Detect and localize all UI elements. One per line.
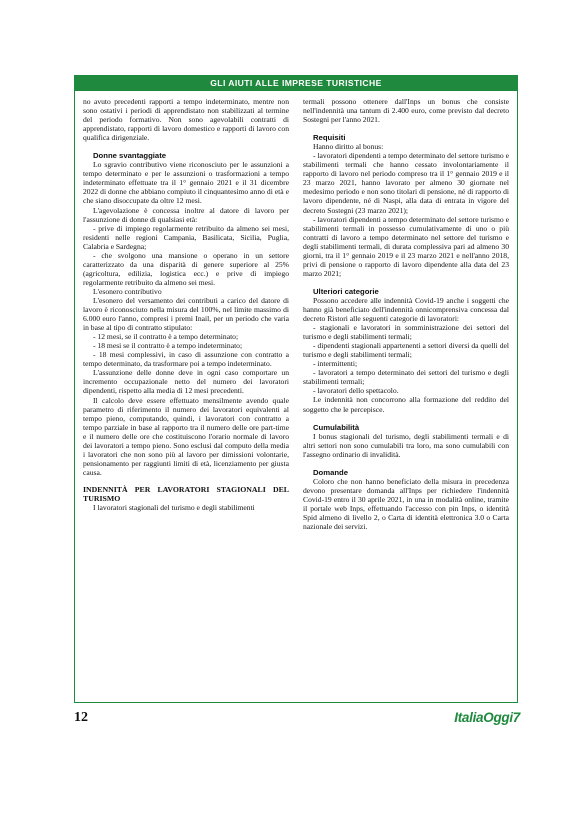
paragraph: termali possono ottenere dall'Inps un bonus che consiste nell'indennità una tantum di 2.400 euro, come previsto dal decreto Sostegni per l'anno 2021.: [303, 97, 509, 125]
left-column: [83, 97, 289, 512]
subheading-donne: Donne svantaggiate: [93, 151, 167, 161]
section-heading-indennita: INDENNITÀ PER LAVORATORI STAGIONALI DEL TURISMO: [83, 484, 289, 503]
list-item: - prive di impiego regolarmente retribuito da almeno sei mesi, residenti nelle regioni Campania, Basilicata, Sicilia, Puglia, Calabria e Sardegna;: [83, 223, 289, 251]
list-item: - lavoratori dipendenti a tempo determinato del settore turismo e stabilimenti termali che hanno cessato involontariamente il rapporto di lavoro nel periodo compreso tra il 1° gennaio 2019 e il 23 marzo 2021, hanno lavorato per almeno 30 giornate nel medesimo periodo e non sono titolari di pensione, né di rapporto di lavoro dipendente, né di Naspi, alla data di entrata in vigore del decreto Sostegni (23 marzo 2021);: [303, 151, 509, 215]
paragraph: Coloro che non hanno beneficiato della misura in precedenza devono presentare domanda all'Inps per richiedere l'indennità Covid-19 entro il 30 aprile 2021, in una in modalità online, tramite il portale web Inps, effettuando l'accesso con pin Inps, o identità Spid almeno di livello 2, o Carta di identità elettronica 3.0 o Carta nazionale dei servizi.: [303, 476, 509, 532]
publication-logo: ItaliaOggi7: [454, 710, 520, 725]
list-item: - stagionali e lavoratori in somministrazione dei settori del turismo e degli stabilimenti termali;: [303, 323, 509, 342]
list-item: - lavoratori a tempo determinato dei settori del turismo e degli stabilimenti termali;: [303, 368, 509, 387]
list-item: - lavoratori dipendenti a tempo determinato del settore turismo e stabilimenti termali in possesso cumulativamente di uno o più contratti di lavoro a tempo determinato nel settore del turismo e degli stabilimenti termali, di durata complessiva pari ad almeno 30 giorni, tra il 1° gennaio 2019 e il 23 marzo 2021 e nell'anno 2018, privi di pensione o rapporto di lavoro dipendente alla data del 23 marzo 2021;: [303, 214, 509, 278]
subheading-requisiti: Requisiti: [313, 133, 346, 143]
paragraph: L'esonero del versamento dei contributi a carico del datore di lavoro è riconosciuto nella misura del 100%, nel limite massimo di 6.000 euro l'anno, compresi i premi Inail, per un periodo che varia in base al tipo di contratto stipulato:: [83, 295, 289, 333]
paragraph: L'assunzione delle donne deve in ogni caso comportare un incremento occupazionale netto del numero dei lavoratori dipendenti, rispetto alla media di 12 mesi precedenti.: [83, 368, 289, 396]
section-header: GLI AIUTI ALLE IMPRESE TURISTICHE: [75, 76, 517, 91]
paragraph: L'esonero contributivo: [93, 286, 162, 296]
page-number: 12: [74, 710, 88, 725]
list-item: - 12 mesi, se il contratto è a tempo determinato;: [93, 332, 239, 342]
paragraph: Le indennità non concorrono alla formazione del reddito del soggetto che le percepisce.: [303, 395, 509, 414]
article-frame: [74, 75, 518, 703]
list-item: - lavoratori dello spettacolo.: [313, 386, 399, 396]
list-item: - 18 mesi se il contratto è a tempo indeterminato;: [93, 341, 243, 351]
list-item: - intermittenti;: [313, 359, 358, 369]
subheading-cumulabilita: Cumulabilità: [313, 422, 360, 432]
paragraph: no avuto precedenti rapporti a tempo indeterminato, mentre non sono ostativi i periodi di apprendistato non stabilizzati al termine del periodo formativo. Non sono agevolabili contratti di apprendistato, rapporti di lavoro domestico e rapporti di lavoro con qualifica dirigenziale.: [83, 97, 289, 143]
paragraph: Lo sgravio contributivo viene riconosciuto per le assunzioni a tempo determinato e per le assunzioni o trasformazioni a tempo indeterminato effettuate tra il 1° gennaio 2021 e il 31 dicembre 2022 di donne che abbiano compiuto il cinquantesimo anno di età e che siano disoccupate da oltre 12 mesi.: [83, 160, 289, 206]
paragraph: Possono accedere alle indennità Covid-19 anche i soggetti che hanno già beneficiato dell'indennità onnicomprensiva concessa dal decreto Ristori alle seguenti categorie di lavoratori:: [303, 295, 509, 324]
paragraph: I bonus stagionali del turismo, degli stabilimenti termali e di altri settori non sono cumulabili tra loro, ma sono cumulabili con l'assegno ordinario di invalidità.: [303, 431, 509, 459]
paragraph: Il calcolo deve essere effettuato mensilmente avendo quale parametro di riferimento il numero dei lavoratori equivalenti al tempo pieno, computando, quindi, i lavoratori con contratto a tempo parziale in base al rapporto tra il numero delle ore part-time e il numero delle ore che costituiscono l'orario normale di lavoro dei lavoratori a tempo pieno. Sono esclusi dal computo della media i lavoratori che non sono più al lavoro per dimissioni volontarie, pensionamento per raggiunti limiti di età, licenziamento per giusta causa.: [83, 395, 289, 477]
paragraph: I lavoratori stagionali del turismo e degli stabilimenti: [93, 503, 255, 513]
subheading-domande: Domande: [313, 467, 349, 477]
list-item: - 18 mesi complessivi, in caso di assunzione con contratto a tempo determinato, da trasformare poi a tempo indeterminato.: [83, 350, 289, 369]
paragraph: Hanno diritto al bonus:: [313, 142, 384, 152]
subheading-ulteriori: Ulteriori categorie: [313, 286, 379, 296]
right-column: [303, 97, 509, 531]
list-item: - dipendenti stagionali appartenenti a settori diversi da quelli del turismo e degli stabilimenti termali;: [303, 341, 509, 360]
list-item: - che svolgono una mansione o operano in un settore caratterizzato da una disparità di genere superiore al 25% (agricoltura, edilizia, logistica ecc.) e prive di impiego regolarmente retribuito da almeno sei mesi.: [83, 250, 289, 287]
paragraph: L'agevolazione è concessa inoltre al datore di lavoro per l'assunzione di donne di qualsiasi età:: [83, 205, 289, 224]
